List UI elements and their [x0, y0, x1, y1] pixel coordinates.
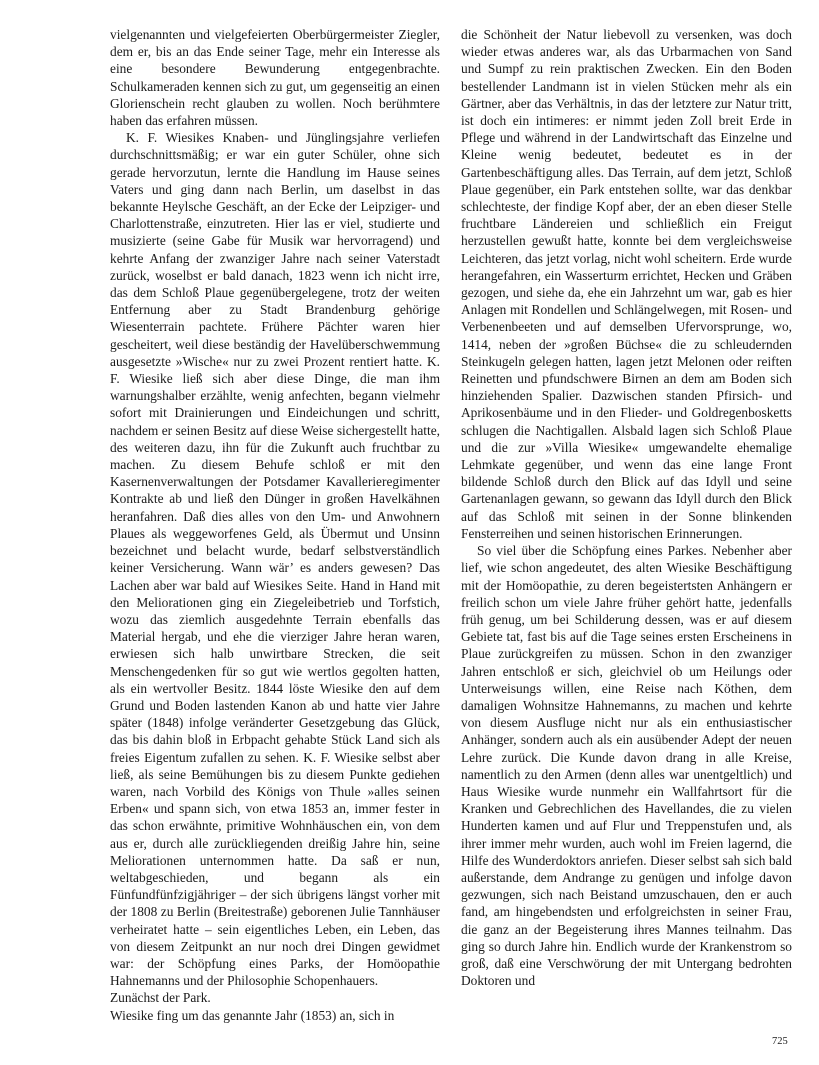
- paragraph: So viel über die Schöpfung eines Parkes. Nebenher aber lief, wie schon angedeutet, des alten Wiesike Beschäftigung mit der Homöopathie, zu deren begeistertsten Anhängern er freilich schon um viele Jahre früher gehört hatte, jedenfalls früh genug, um bei Schilderung dessen, was er auf diesem Gebiete tat, fast bis auf die Tage seines ersten Erscheinens in Plaue zurückgreifen zu müssen. Schon in den zwanziger Jahren entschloß er sich, gleichviel ob um Heilungs oder Unterweisungs willen, eine Reise nach Köthen, dem damaligen Wohnsitze Hahnemanns, zu machen und kehrte von diesem Ausfluge nicht nur als ein enthusiastischer Anhänger, sondern auch als ein ausübender Adept der neuen Lehre zurück. Die Kunde davon drang in alle Kreise, namentlich zu den Armen (denn alles war unentgeltlich) und Haus Wiesike wurde nunmehr ein Wallfahrtsort für die Kranken und Gebrechlichen des Havellandes, die zu vielen Hunderten kamen und auf Flur und Treppenstufen und, als ihrer immer mehr wurden, auch wohl im Freien lagernd, die Hilfe des Wunderdoktors anriefen. Dieser selbst sah sich bald außerstande, dem Andrange zu genügen und infolge davon gezwungen, sich nach Beistand umzuschauen, den er auch fand, am hingebendsten und erfolgreichsten in seiner Frau, die ganz an der Begeisterung ihres Mannes teilnahm. Das ging so durch Jahre hin. Endlich wurde der Krankenstrom so groß, daß eine Verschwörung der mit Untergang bedrohten Doktoren und: [461, 543, 792, 989]
- paragraph-heading-line: Zunächst der Park.: [110, 990, 211, 1006]
- paragraph: Wiesike fing um das genannte Jahr (1853) an, sich in: [110, 1007, 395, 1023]
- paragraph-continuation: die Schönheit der Natur liebevoll zu versenken, was doch wieder etwas anderes war, als das Urbarmachen von Sand und Sumpf zu rein praktischen Zwecken. Ein den Boden bestellender Landmann ist in vielen Stücken mehr als ein Gärtner, aber das Verhältnis, in das der letztere zur Natur tritt, ist doch ein intimeres: er nimmt jeden Zoll breit Erde in Pflege und während in der Landwirtschaft das Einzelne und Kleine wenig bedeutet, bedeutet es in der Gartenbeschäftigung alles. Das Terrain, auf dem jetzt, Schloß Plaue gegenüber, ein Park entstehen sollte, war das denkbar schlechteste, der findige Kopf aber, der an eben dieser Stelle fruchtbare Ländereien und schließlich ein Freigut herzustellen gewußt hatte, konnte bei dem vergleichsweise Leichteren, das jetzt vorlag, nicht wohl scheitern. Erde wurde herangefahren, ein Wasserturm errichtet, Hecken und Gräben gezogen, und siehe da, ehe ein Jahrzehnt um war, gab es hier Anlagen mit Rondellen und Schlängelwegen, mit Rosen- und Verbenenbeeten und auf demselben Ufervorsprunge, wo, 1414, neben der »großen Büchse« die zu schleudernden Steinkugeln gelegen hatten, lagen jetzt Melonen oder reiften Reinetten und pfundschwere Birnen an dem am Boden sich hinziehenden Spalier. Dazwischen standen Pfirsich- und Aprikosenbäume und in den Flieder- und Goldregenbosketts schlugen die Nachtigallen. Alsbald lagen sich Schloß Plaue und die zur »Villa Wiesike« umgewandelte ehemalige Lehmkate gegenüber, und wenn das eine lange Front bildende Schloß durch den Blick auf das Idyll und seine Gartenanlagen gewann, so gewann das Idyll durch den Blick auf das Schloß mit seinen in der Sonne blinkenden Fensterreihen und seinen historischen Erinnerungen.: [461, 27, 792, 541]
- paragraph: K. F. Wiesikes Knaben- und Jünglingsjahre verliefen durchschnittsmäßig; er war ein guter Schüler, ohne sich gerade hervorzutun, lernte die Handlung im Hause seines Vaters und ging dann nach Berlin, um daselbst in das bekannte Heylsche Geschäft, an der Ecke der Leipziger- und Charlottenstraße, einzutreten. Hier las er viel, studierte und musizierte (seine Gabe für Musik war hervorragend) und kehrte Anfang der zwanziger Jahre nach seiner Vaterstadt zurück, woselbst er bald danach, 1823 wenn ich nicht irre, das dem Schloß Plaue gegenübergelegene, trotz der weiten Entfernung aber zu Stadt Brandenburg gehörige Wiesenterrain pachtete. Frühere Pächter waren hier gescheitert, weil diese beständig der Havelüberschwemmung ausgesetzte »Wische« nur zu zwei Prozent rentiert hatte. K. F. Wiesike ließ sich aber diese Dinge, die man ihm warnungshalber erzählte, wenig anfechten, begann vielmehr sofort mit Drainierungen und Eindeichungen und schritt, nachdem er seinen Besitz auf diese Weise sichergestellt hatte, des weiteren dazu, ihn für die Zukunft auch fruchtbar zu machen. Zu diesem Behufe schloß er mit den Kasernenverwaltungen der Potsdamer Kavallerieregimenter Kontrakte ab und ließ den Dünger in großen Havelkähnen heranfahren. Daß dies alles von den Um- und Anwohnern Plaues als weggeworfenes Geld, als Übermut und Unsinn bezeichnet und belacht wurde, bedarf selbstverständlich keiner Versicherung. Wann wär’ es anders gewesen? Das Lachen aber war bald auf Wiesikes Seite. Hand in Hand mit den Meliorationen ging ein Ziegeleibetrieb und Torfstich, wozu das ziemlich ausgedehnte Terrain ebenfalls das Material hergab, und ehe die vierziger Jahre heran waren, erwiesen sich halb unwirtbare Strecken, die seit Menschengedenken für so gut wie wertlos gegolten hatten, als ein wertvoller Besitz. 1844 löste Wiesike den auf dem Grund und Boden lastenden Kanon ab und hatte vier Jahre später (1848) infolge veränderter Gesetzgebung das Glück, das bis dahin bloß in Erbpacht gehabte Stück Land sich als freies Eigentum zufallen zu sehen. K. F. Wiesike selbst aber ließ, als seine Bemühungen bis zu diesem Punkte gediehen waren, nach Vorbild des Königs von Thule »alles seinen Erben« und spann sich, von etwa 1853 an, immer fester in das schon erwähnte, primitive Wohnhäuschen ein, von dem aus er, durch alle zurückliegenden dreißig Jahre hin, seine Meliorationen unternommen hatte. Da saß er nun, weltabgeschieden, und begann als ein Fünfundfünfzigjähriger – der sich übrigens längst vorher mit der 1808 zu Berlin (Breitestraße) geborenen Julie Tannhäuser verheiratet hatte – sein eigentliches Leben, ein Leben, das von diesem Zeitpunkt an nur noch drei Dingen gewidmet war: der Schöpfung eines Parks, der Homöopathie Hahnemanns und der Philosophie Schopenhauers.: [110, 130, 440, 989]
- left-text-column: [110, 26, 440, 1024]
- paragraph-continuation: vielgenannten und vielgefeierten Oberbürgermeister Ziegler, dem er, bis an das Ende seiner Tage, mehr ein Interesse als eine besondere Bewunderung entgegenbrachte. Schulkameraden kennen sich zu gut, um gegenseitig an einen Glorienschein recht glauben zu wollen. Noch berühmtere haben das erfahren müssen.: [110, 27, 440, 129]
- page-number: 725: [772, 1036, 788, 1047]
- right-text-column: [461, 26, 792, 989]
